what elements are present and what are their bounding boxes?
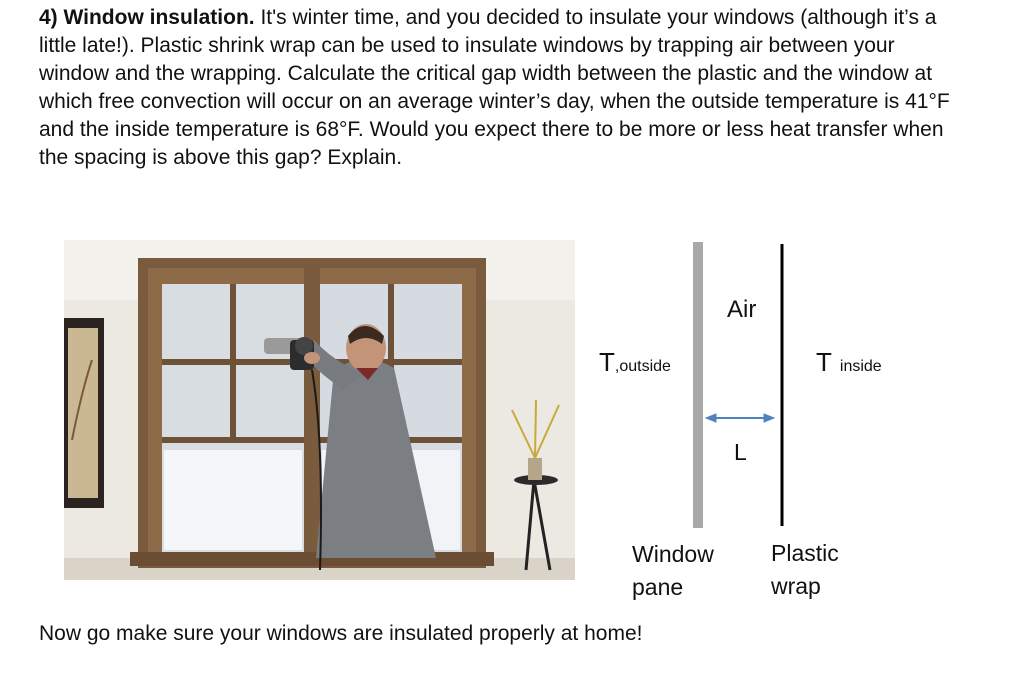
plastic-wrap-label-line2: wrap bbox=[771, 573, 821, 599]
t-outside-symbol: T bbox=[599, 347, 615, 377]
problem-statement bbox=[39, 4, 959, 172]
air-label: Air bbox=[727, 296, 757, 323]
t-inside-symbol: T bbox=[816, 347, 832, 377]
closing-note: Now go make sure your windows are insulated properly at home! bbox=[39, 622, 643, 645]
problem-title: 4) Window insulation. bbox=[39, 6, 255, 29]
window-pane-bar bbox=[693, 242, 703, 528]
t-outside-label bbox=[599, 347, 671, 378]
problem-body: It's winter time, and you decided to insulate your windows (although it’s a little late!). Plastic shrink wrap can be used to insulate windows by trapping air between your window and the wrapping. Calculate the critical gap width between the plastic and the window at which free convection will occur on an average winter’s day, when the outside temperature is 41°F and the inside temperature is 68°F. Would you expect there to be more or less heat transfer when the spacing is above this gap? Explain. bbox=[39, 6, 950, 169]
gap-width-arrow bbox=[706, 414, 774, 422]
window-pane-label-line2: pane bbox=[632, 574, 684, 600]
t-inside-label bbox=[816, 347, 882, 378]
plastic-wrap-label-line1: Plastic bbox=[771, 540, 839, 566]
t-inside-subscript: inside bbox=[839, 358, 882, 375]
window-insulation-photo bbox=[64, 240, 575, 580]
gap-label: L bbox=[734, 439, 747, 465]
t-outside-subscript: ,outside bbox=[614, 358, 671, 375]
window-pane-label-line1: Window bbox=[632, 541, 714, 567]
insulation-diagram bbox=[580, 236, 940, 616]
